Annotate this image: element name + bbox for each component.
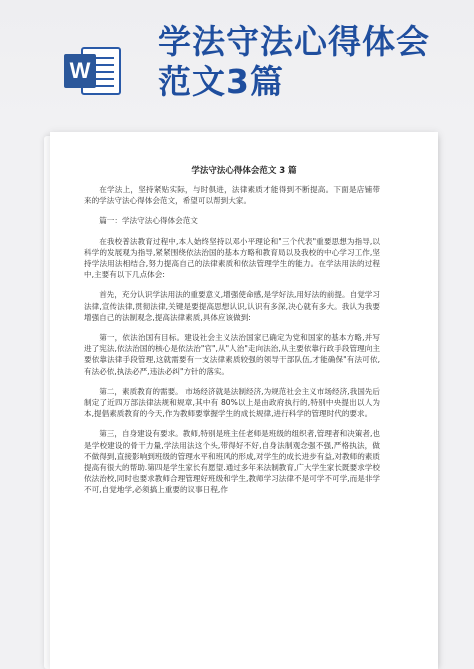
- section-heading: 篇一：学法守法心得体会范文: [99, 216, 198, 226]
- body-paragraph: 首先，充分认识学法用法的重要意义,增强使命感,是学好法,用好法的前提。自觉学习法律,宣传法律,贯彻法律,关键是要提高思想认识,认识有多深,决心就有多大。我认为我要增强自己的法制观念,提高法律素质,具体应该做到:: [84, 290, 380, 322]
- document-title: 学法守法心得体会范文 3 篇: [191, 166, 297, 176]
- document-body: [84, 184, 380, 500]
- word-icon-letter: W: [69, 58, 91, 83]
- body-paragraph: 第一，依法治国有目标。建设社会主义法治国家已确定为党和国家的基本方略,并写进了宪法,依法治国的核心是依法治"官",从"人治"走向法治,从主要依靠行政手段管理向主要依靠法律手段管理,这就需要有一支法律素质较强的领导干部队伍,才能确保"有法可依,有法必依,执法必严,违法必纠"方针的落实。: [84, 333, 380, 376]
- body-paragraph: 第二，素质教育的需要。 市场经济就是法制经济,为规范社会主义市场经济,我国先后制定了近四万部法律法规和规章,其中有 80%以上是由政府执行的,特别中央提出以人为本,提倡素质教育的今天,作为教师要掌握学生的成长规律,进行科学的管理时代的要求。: [84, 386, 380, 419]
- word-document-icon: [64, 42, 122, 100]
- page-headline: 学法守法心得体会范文3篇: [158, 22, 430, 101]
- body-paragraph: 在我校普法教育过程中,本人始终坚持以邓小平理论和"三个代表"重要思想为指导,以科学的发展观为指导,紧紧围绕依法治国的基本方略和教育局以及我校的中心学习工作,坚持学法用法相结合,努力提高自己的法律素质和依法管理学生的能力。在学法用法的过程中,主要有以下几点体会:: [84, 236, 380, 280]
- body-paragraph: 第三，自身建设有要求。教师,特别是班主任老师是班级的组织者,管理者和决策者,也是学校建设的骨干力量,学法用法这个头,带得好不好,自身法制观念强不强,严格执法，做不做得到,直接影响到班级的管理水平和班风的形成,对学生的成长进步有益,对教师的素质提高有很大的帮助.第四是学生家长有愿望.通过多年来法制教育,广大学生家长既要求学校依法治校,同时也要求教师合理管理好班级和学生,教师学习法律不是可学不可学,而是非学不可,自觉地学,必须搞上重要的议事日程,作: [84, 429, 380, 495]
- intro-paragraph: 在学法上，坚持紧贴实际，与时俱进，法律素质才能得到不断提高。下面是店铺带来的学法守法心得体会范文，希望可以帮到大家。: [84, 185, 380, 206]
